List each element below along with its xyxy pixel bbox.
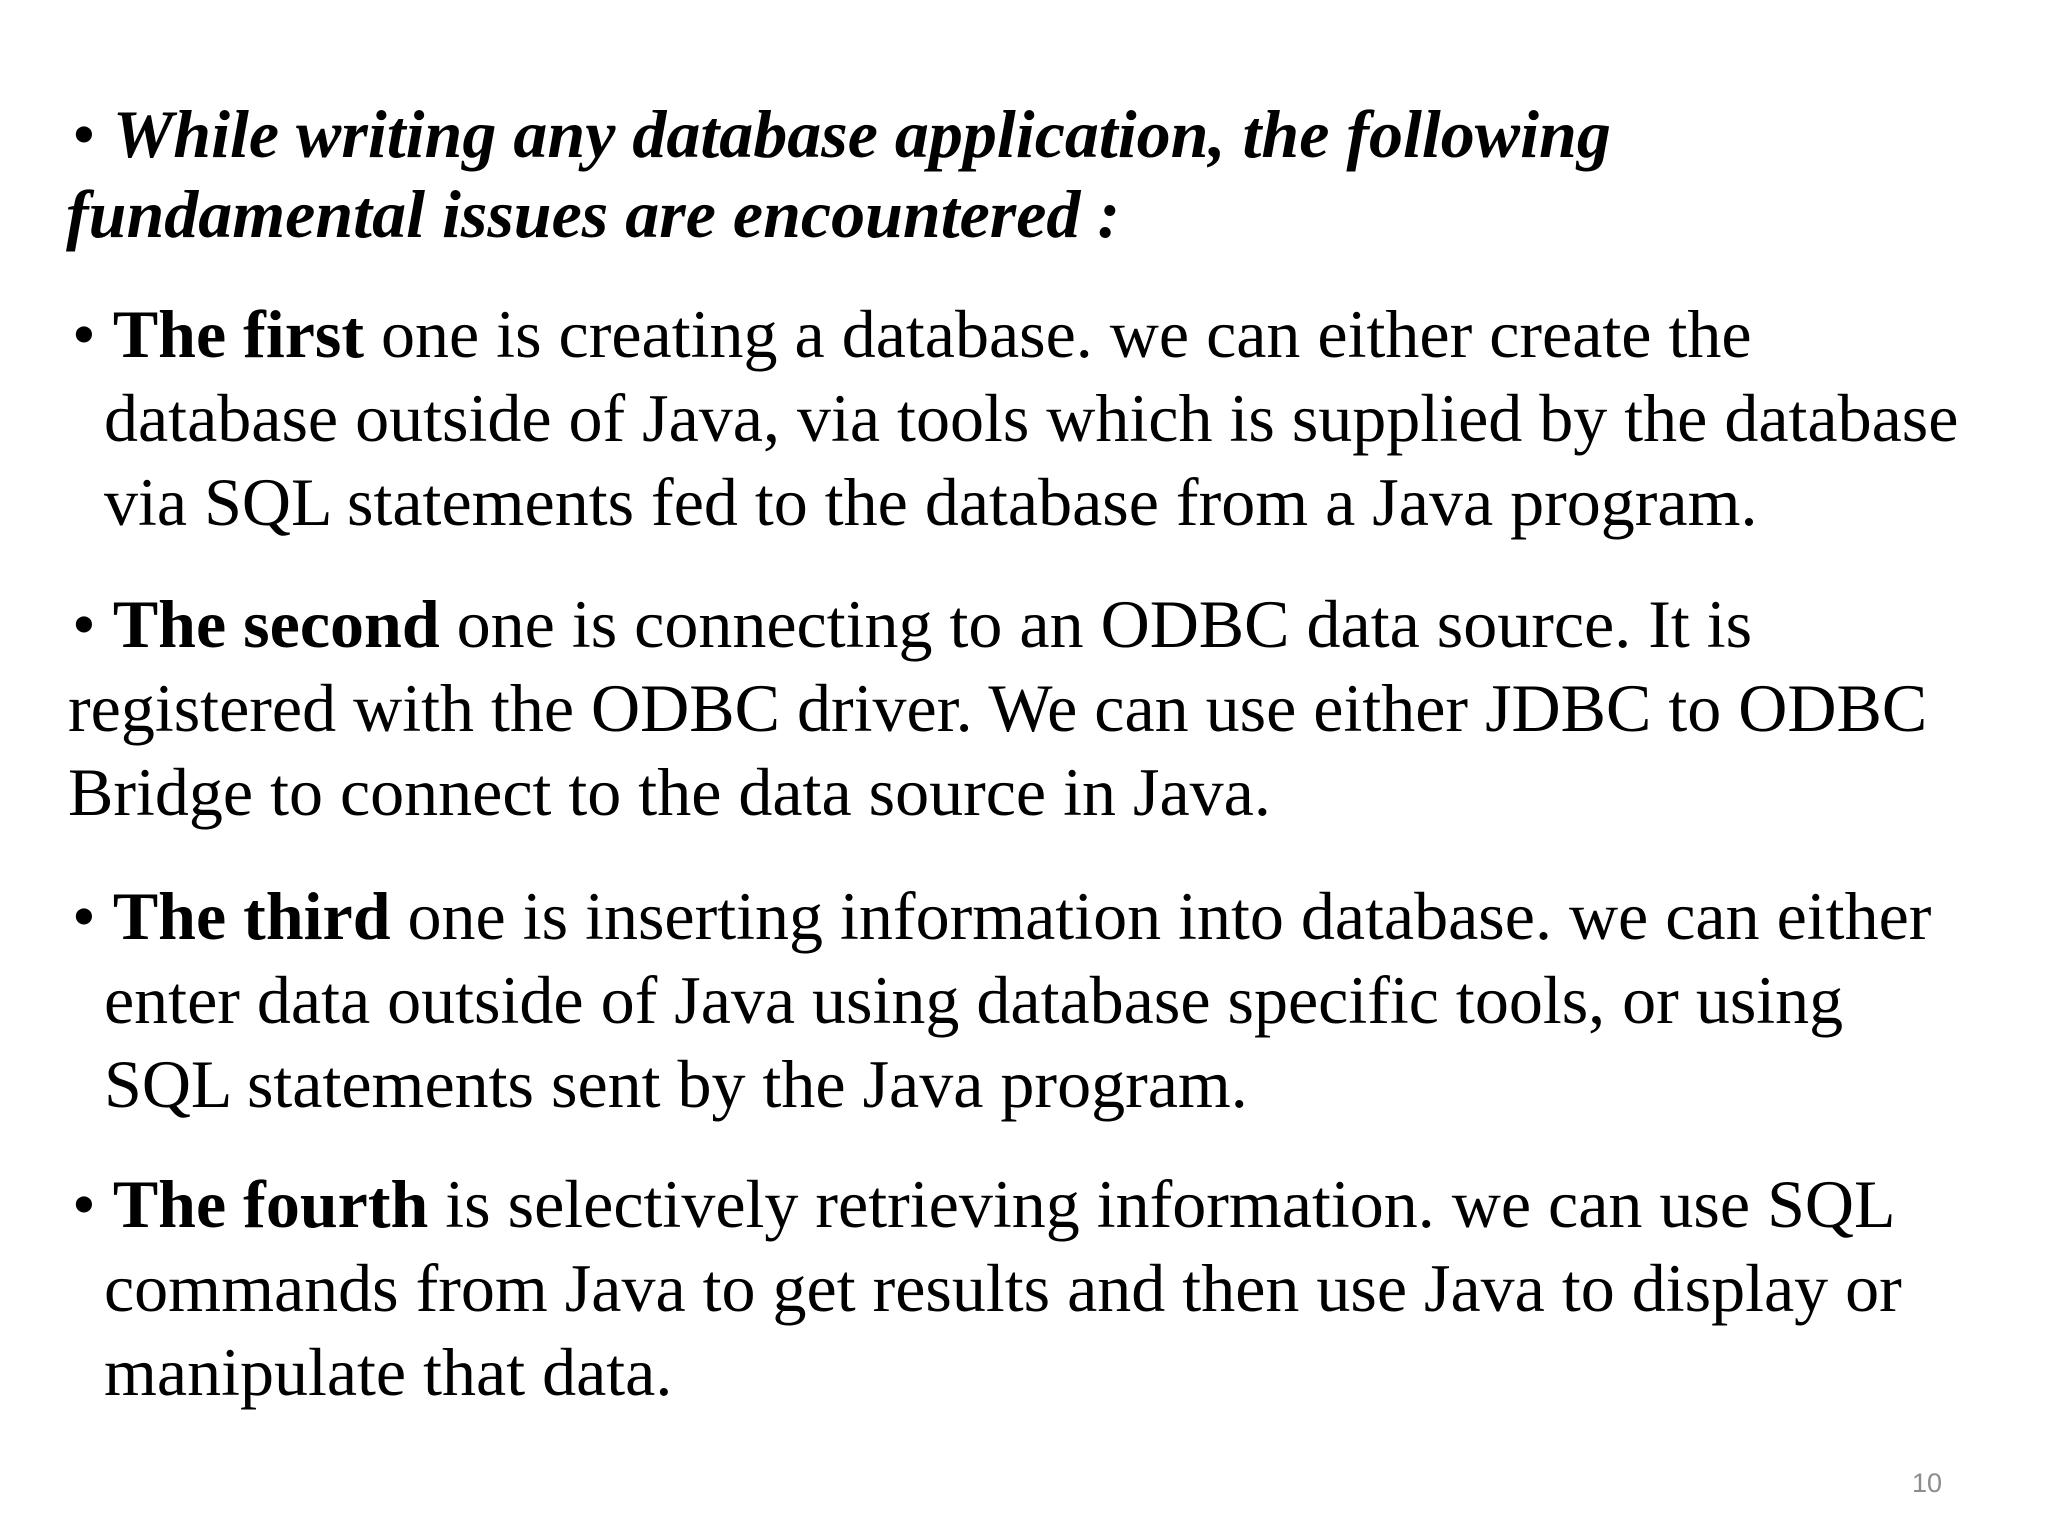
point-second-line-3: Bridge to connect to the data source in Java. <box>68 754 1271 830</box>
intro-heading-text-2: fundamental issues are encountered : <box>66 176 1121 252</box>
point-third-line-2: enter data outside of Java using database specific tools, or using <box>104 962 1844 1038</box>
point-first-line-2: database outside of Java, via tools which is supplied by the database <box>104 380 1959 456</box>
intro-line-2 <box>66 176 1121 252</box>
point-second-lead: The second <box>112 586 440 662</box>
bullet: • <box>72 586 96 662</box>
point-fourth-line-2: commands from Java to get results and then use Java to display or <box>104 1250 1902 1326</box>
point-third-text: one is inserting information into database. we can either <box>390 878 1932 954</box>
point-fourth-line-3: manipulate that data. <box>104 1334 673 1410</box>
bullet: • <box>72 296 96 372</box>
point-first-text: one is creating a database. we can either create the <box>364 296 1752 372</box>
point-first-line-3: via SQL statements fed to the database from a Java program. <box>104 464 1758 540</box>
point-third-line-1 <box>72 878 1932 954</box>
point-second-line-2: registered with the ODBC driver. We can use either JDBC to ODBC <box>68 670 1928 746</box>
point-fourth-line-1 <box>72 1166 1896 1242</box>
intro-line-1 <box>72 96 1611 172</box>
point-fourth-lead: The fourth <box>112 1166 429 1242</box>
page-number: 10 <box>1912 1468 1943 1498</box>
bullet: • <box>72 878 96 954</box>
point-second-text: one is connecting to an ODBC data source. It is <box>439 586 1753 662</box>
intro-heading-text-1: While writing any database application, the following <box>112 96 1611 172</box>
bullet: • <box>72 96 96 172</box>
point-second-line-1 <box>72 586 1753 662</box>
point-first-line-1 <box>72 296 1752 372</box>
point-third-lead: The third <box>112 878 391 954</box>
point-first-lead: The first <box>112 296 364 372</box>
point-fourth-text: is selectively retrieving information. we can use SQL <box>428 1166 1896 1242</box>
bullet: • <box>72 1166 96 1242</box>
point-third-line-3: SQL statements sent by the Java program. <box>104 1046 1248 1122</box>
